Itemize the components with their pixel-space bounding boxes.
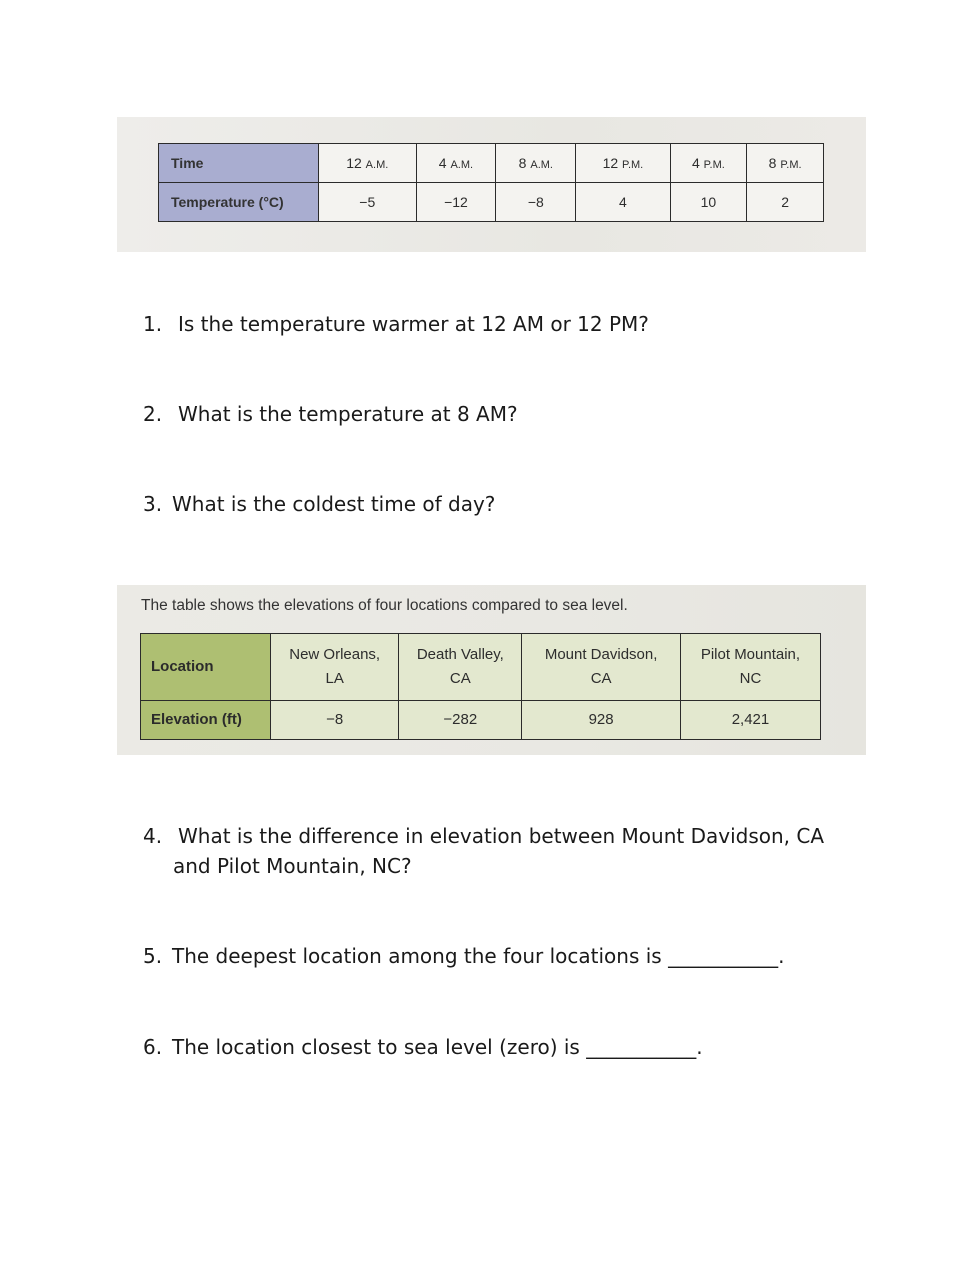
time-cell: 12 P.M. <box>576 144 670 183</box>
elevation-header: Elevation (ft) <box>141 701 271 740</box>
question-4: 4. What is the difference in elevation between Mount Davidson, CA and Pilot Mountain, NC? <box>143 824 825 878</box>
time-header: Time <box>159 144 319 183</box>
elevation-cell: 928 <box>522 701 681 740</box>
temperature-row <box>159 183 824 222</box>
question-6: 6. The location closest to sea level (zero) is ___________. <box>143 1035 703 1059</box>
temperature-table <box>158 143 824 222</box>
elevation-table <box>140 633 821 740</box>
location-header: Location <box>141 634 271 701</box>
question-5: 5. The deepest location among the four locations is ___________. <box>143 944 785 968</box>
elevation-table-photo <box>117 585 866 755</box>
location-row <box>141 634 821 701</box>
temperature-cell: 10 <box>670 183 747 222</box>
temperature-cell: 4 <box>576 183 670 222</box>
question-3: 3. What is the coldest time of day? <box>143 492 496 516</box>
question-2: 2. What is the temperature at 8 AM? <box>143 402 518 426</box>
elevation-cell: −8 <box>271 701 399 740</box>
question-1: 1. Is the temperature warmer at 12 AM or 12 PM? <box>143 312 649 336</box>
temperature-cell: −5 <box>319 183 417 222</box>
location-cell: New Orleans, LA <box>271 634 399 701</box>
elevation-cell: −282 <box>399 701 522 740</box>
time-cell: 4 A.M. <box>416 144 496 183</box>
temperature-header: Temperature (°C) <box>159 183 319 222</box>
location-cell: Death Valley, CA <box>399 634 522 701</box>
time-cell: 4 P.M. <box>670 144 747 183</box>
temperature-table-photo <box>117 117 866 252</box>
time-cell: 8 P.M. <box>747 144 824 183</box>
temperature-cell: −8 <box>496 183 576 222</box>
time-row <box>159 144 824 183</box>
location-cell: Pilot Mountain, NC <box>680 634 820 701</box>
time-cell: 12 A.M. <box>319 144 417 183</box>
location-cell: Mount Davidson, CA <box>522 634 681 701</box>
elevation-table-caption: The table shows the elevations of four locations compared to sea level. <box>141 597 628 614</box>
elevation-cell: 2,421 <box>680 701 820 740</box>
temperature-cell: 2 <box>747 183 824 222</box>
time-cell: 8 A.M. <box>496 144 576 183</box>
elevation-row <box>141 701 821 740</box>
temperature-cell: −12 <box>416 183 496 222</box>
